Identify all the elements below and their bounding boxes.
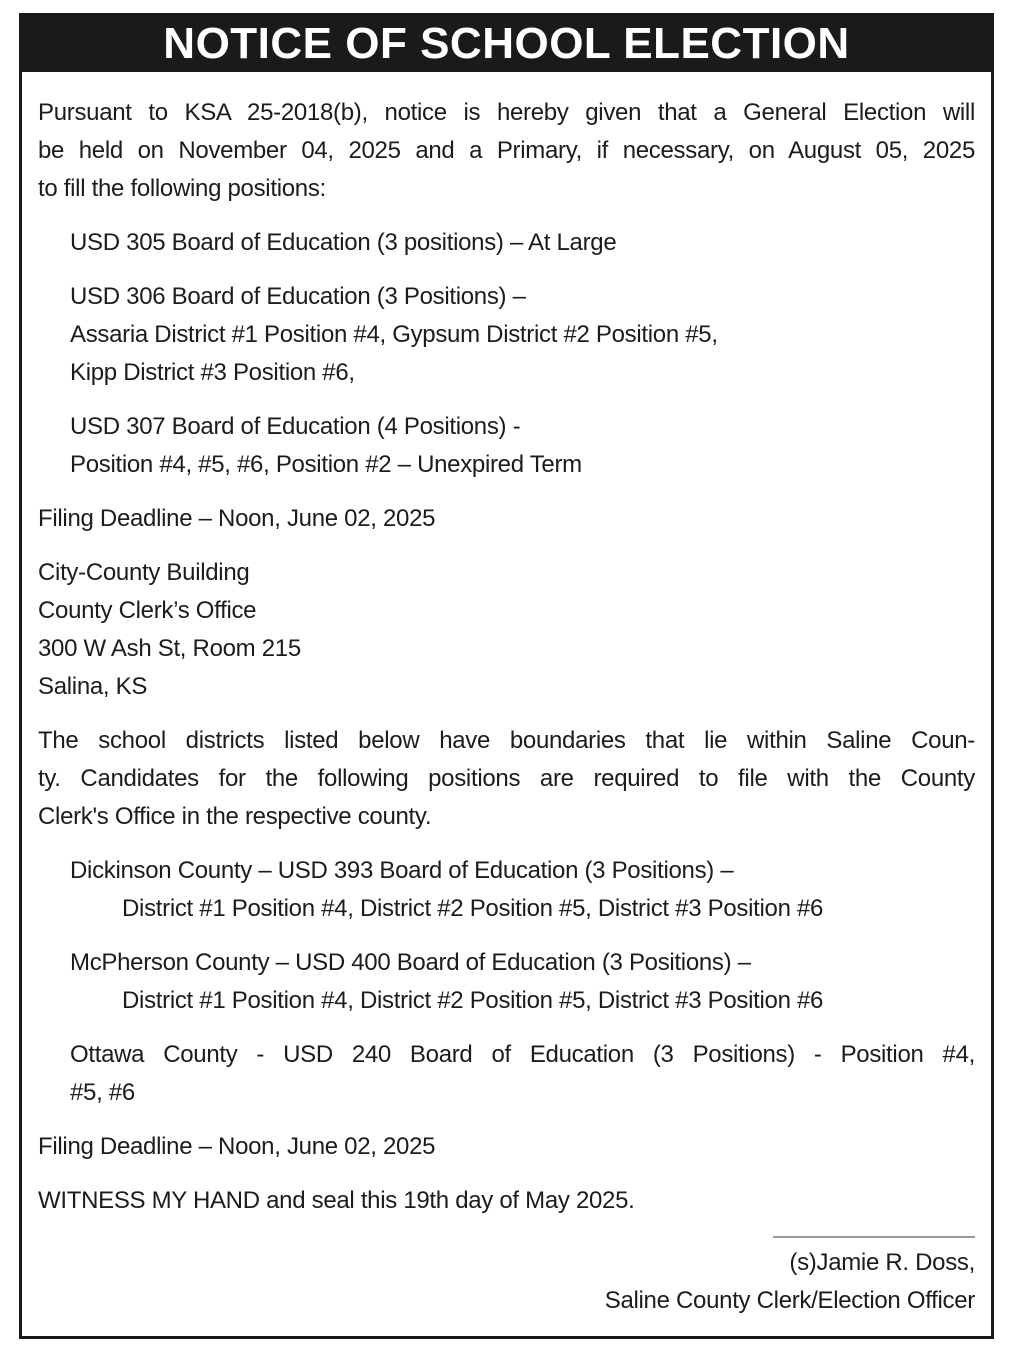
filing-deadline-first <box>38 500 975 538</box>
position-line: USD 306 Board of Education (3 Positions) – <box>70 283 526 310</box>
signature-line <box>773 1236 975 1238</box>
notice-body <box>22 72 991 1336</box>
notice-header-bar <box>22 16 991 72</box>
witness-text: WITNESS MY HAND and seal this 19th day of May 2025. <box>38 1187 635 1214</box>
signature-name: (s)Jamie R. Doss, <box>789 1249 975 1276</box>
position-line: Position #4, #5, #6, Position #2 – Unexpired Term <box>70 451 582 478</box>
notice-title: NOTICE OF SCHOOL ELECTION <box>163 19 850 68</box>
position-item-usd-307 <box>70 408 975 484</box>
intro-line-1: Pursuant to KSA 25-2018(b), notice is hereby given that a General Election will <box>38 99 975 126</box>
position-line: Assaria District #1 Position #4, Gypsum District #2 Position #5, <box>70 321 718 348</box>
address-line-office: County Clerk’s Office <box>38 597 257 624</box>
position-line: USD 305 Board of Education (3 positions) – At Large <box>70 229 617 256</box>
position-item-usd-305 <box>70 224 975 262</box>
county-position-ottawa <box>70 1036 975 1112</box>
address-line-building: City-County Building <box>38 559 250 586</box>
county-position-detail: District #1 Position #4, District #2 Position #5, District #3 Position #6 <box>122 895 824 922</box>
county-position-header: McPherson County – USD 400 Board of Education (3 Positions) – <box>70 949 751 976</box>
position-line: USD 307 Board of Education (4 Positions) - <box>70 413 521 440</box>
intro-paragraph <box>38 94 975 208</box>
county-position-mcpherson <box>70 944 975 1020</box>
address-line-city: Salina, KS <box>38 673 148 700</box>
witness-statement <box>38 1182 975 1220</box>
filing-deadline-text: Filing Deadline – Noon, June 02, 2025 <box>38 1133 436 1160</box>
filing-address <box>38 554 975 706</box>
county-position-header: Dickinson County – USD 393 Board of Education (3 Positions) – <box>70 857 734 884</box>
legal-notice-document <box>19 13 994 1339</box>
county-paragraph-line-3: Clerk's Office in the respective county. <box>38 803 432 830</box>
signature-title: Saline County Clerk/Election Officer <box>604 1287 975 1314</box>
county-position-line-1: Ottawa County - USD 240 Board of Education (3 Positions) - Position #4, <box>70 1041 975 1068</box>
county-position-dickinson <box>70 852 975 928</box>
intro-line-3: to fill the following positions: <box>38 175 326 202</box>
position-line: Kipp District #3 Position #6, <box>70 359 355 386</box>
county-paragraph-line-2: ty. Candidates for the following positions are required to file with the County <box>38 765 975 792</box>
signature-block <box>38 1236 975 1320</box>
filing-deadline-text: Filing Deadline – Noon, June 02, 2025 <box>38 505 436 532</box>
county-paragraph-line-1: The school districts listed below have boundaries that lie within Saline Coun- <box>38 727 975 754</box>
county-boundaries-paragraph <box>38 722 975 836</box>
county-position-line-2: #5, #6 <box>70 1079 135 1106</box>
position-item-usd-306 <box>70 278 975 392</box>
county-position-detail: District #1 Position #4, District #2 Position #5, District #3 Position #6 <box>122 987 824 1014</box>
address-line-street: 300 W Ash St, Room 215 <box>38 635 301 662</box>
filing-deadline-second <box>38 1128 975 1166</box>
intro-line-2: be held on November 04, 2025 and a Primary, if necessary, on August 05, 2025 <box>38 137 975 164</box>
